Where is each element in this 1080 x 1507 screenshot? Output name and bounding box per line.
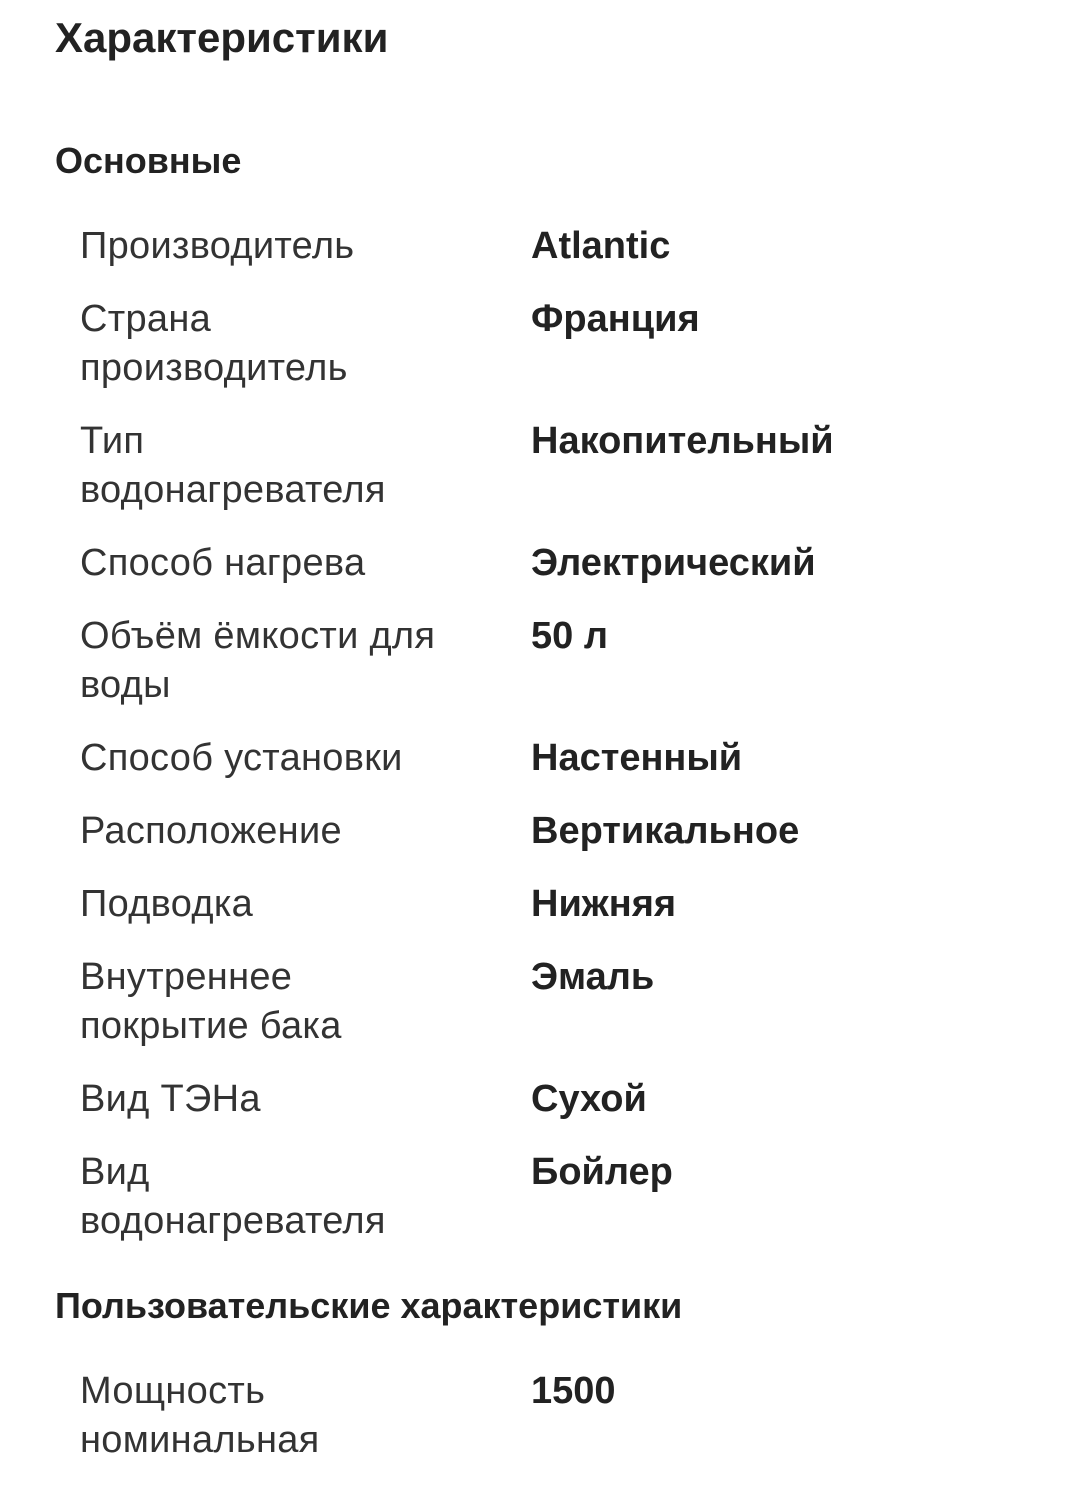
spec-value: 50 л	[531, 615, 608, 657]
spec-label: Внутреннее покрытие бака	[80, 956, 342, 1047]
spec-label: Мощность номинальная	[80, 1370, 320, 1461]
spec-label: Тип водонагревателя	[80, 420, 386, 511]
page-title: Характеристики	[55, 14, 389, 61]
section-title-main: Основные	[55, 140, 242, 181]
spec-label: Вид ТЭНа	[80, 1078, 261, 1120]
spec-label: Страна производитель	[80, 298, 348, 389]
spec-value: Atlantic	[531, 225, 671, 267]
spec-value: Электрический	[531, 542, 816, 584]
spec-label: Производитель	[80, 225, 355, 267]
spec-label: Подводка	[80, 883, 254, 925]
section-title-user: Пользовательские характеристики	[55, 1285, 683, 1326]
spec-value: Эмаль	[531, 956, 655, 998]
spec-label: Способ нагрева	[80, 542, 366, 584]
spec-label: Объём ёмкости для воды	[80, 615, 436, 706]
spec-value: Накопительный	[531, 420, 834, 462]
spec-label: Расположение	[80, 810, 342, 852]
spec-label: Способ установки	[80, 737, 403, 779]
spec-value: Бойлер	[531, 1151, 673, 1193]
spec-label: Вид водонагревателя	[80, 1151, 386, 1242]
spec-value: Франция	[531, 298, 700, 340]
spec-value: 1500	[531, 1370, 616, 1412]
spec-value: Нижняя	[531, 883, 677, 925]
spec-value: Вертикальное	[531, 810, 800, 852]
spec-value: Настенный	[531, 737, 743, 779]
spec-value: Сухой	[531, 1078, 647, 1120]
